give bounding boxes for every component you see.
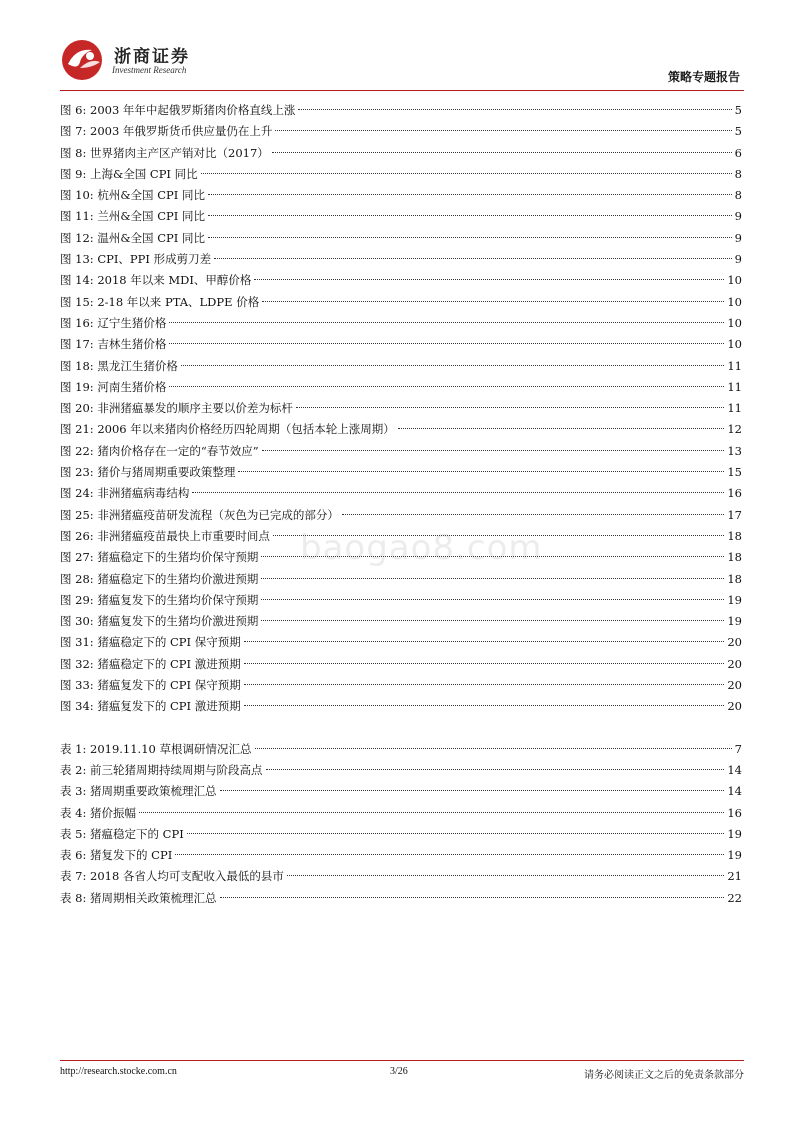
toc-entry-page: 11 xyxy=(727,379,742,394)
toc-entry-page: 10 xyxy=(727,315,742,330)
figure-list xyxy=(60,100,742,718)
figure-toc-entry[interactable] xyxy=(60,377,742,398)
toc-entry-label: 图 10: 杭州&全国 CPI 同比 xyxy=(60,188,205,203)
toc-entry-page: 14 xyxy=(727,762,742,777)
toc-entry-label: 图 29: 猪瘟复发下的生猪均价保守预期 xyxy=(60,592,259,607)
toc-entry-page: 11 xyxy=(727,358,742,373)
figure-toc-entry[interactable] xyxy=(60,228,742,249)
table-list xyxy=(60,739,742,909)
watermark: baogao8.com xyxy=(300,528,543,568)
toc-entry-label: 图 17: 吉林生猪价格 xyxy=(60,337,167,352)
toc-dot-leader xyxy=(254,279,724,280)
figure-toc-entry[interactable] xyxy=(60,334,742,355)
toc-dot-leader xyxy=(169,386,724,387)
toc-entry-page: 16 xyxy=(727,805,742,820)
toc-entry-page: 9 xyxy=(734,230,742,245)
toc-dot-leader xyxy=(342,514,725,515)
toc-entry-label: 图 26: 非洲猪瘟疫苗最快上市重要时间点 xyxy=(60,528,270,543)
toc-dot-leader xyxy=(262,450,725,451)
toc-dot-leader xyxy=(255,748,732,749)
figure-toc-entry[interactable] xyxy=(60,249,742,270)
toc-entry-page: 9 xyxy=(734,252,742,267)
figure-toc-entry[interactable] xyxy=(60,121,742,142)
toc-entry-label: 表 4: 猪价振幅 xyxy=(60,805,137,820)
toc-entry-page: 22 xyxy=(727,890,742,905)
figure-toc-entry[interactable] xyxy=(60,462,742,483)
toc-entry-label: 图 20: 非洲猪瘟暴发的顺序主要以价差为标杆 xyxy=(60,401,293,416)
toc-entry-label: 图 34: 猪瘟复发下的 CPI 激进预期 xyxy=(60,699,241,714)
toc-entry-label: 图 28: 猪瘟稳定下的生猪均价激进预期 xyxy=(60,571,259,586)
figure-toc-entry[interactable] xyxy=(60,143,742,164)
toc-dot-leader xyxy=(214,258,732,259)
report-header xyxy=(60,38,740,90)
toc-entry-label: 图 23: 猪价与猪周期重要政策整理 xyxy=(60,465,236,480)
toc-entry-label: 表 8: 猪周期相关政策梳理汇总 xyxy=(60,890,217,905)
toc-entry-page: 11 xyxy=(727,401,742,416)
toc-entry-label: 图 33: 猪瘟复发下的 CPI 保守预期 xyxy=(60,678,241,693)
toc-entry-page: 18 xyxy=(727,528,742,543)
toc-entry-page: 13 xyxy=(727,443,742,458)
toc-dot-leader xyxy=(201,173,732,174)
figure-toc-entry[interactable] xyxy=(60,185,742,206)
section-spacer xyxy=(60,718,742,739)
figure-toc-entry[interactable] xyxy=(60,483,742,504)
table-toc-entry[interactable] xyxy=(60,845,742,866)
table-toc-entry[interactable] xyxy=(60,760,742,781)
toc-entry-page: 5 xyxy=(734,103,742,117)
toc-entry-label: 图 30: 猪瘟复发下的生猪均价激进预期 xyxy=(60,614,259,629)
toc-dot-leader xyxy=(208,237,732,238)
toc-entry-page: 18 xyxy=(727,550,742,565)
toc-entry-label: 图 14: 2018 年以来 MDI、甲醇价格 xyxy=(60,273,252,288)
figure-toc-entry[interactable] xyxy=(60,441,742,462)
figure-toc-entry[interactable] xyxy=(60,164,742,185)
figure-toc-entry[interactable] xyxy=(60,398,742,419)
disclaimer-text: 请务必阅读正文之后的免责条款部分 xyxy=(584,1070,744,1081)
figure-toc-entry[interactable] xyxy=(60,590,742,611)
toc-dot-leader xyxy=(220,897,725,898)
toc-dot-leader xyxy=(266,769,725,770)
table-toc-entry[interactable] xyxy=(60,803,742,824)
toc-dot-leader xyxy=(287,875,724,876)
toc-entry-page: 21 xyxy=(727,869,742,884)
toc-dot-leader xyxy=(244,663,725,664)
toc-entry-label: 图 31: 猪瘟稳定下的 CPI 保守预期 xyxy=(60,635,241,650)
toc-entry-page: 20 xyxy=(727,635,742,650)
toc-dot-leader xyxy=(398,428,725,429)
toc-entry-label: 图 24: 非洲猪瘟病毒结构 xyxy=(60,486,190,501)
toc-entry-page: 15 xyxy=(727,465,742,480)
toc-dot-leader xyxy=(262,301,724,302)
page-number: 3/26 xyxy=(390,1066,408,1077)
toc-entry-label: 图 21: 2006 年以来猪肉价格经历四轮周期（包括本轮上涨周期） xyxy=(60,422,395,437)
brand-name-cn: 浙商证券 xyxy=(114,47,190,67)
toc-dot-leader xyxy=(192,492,724,493)
toc-dot-leader xyxy=(220,790,725,791)
table-of-contents xyxy=(60,100,742,909)
toc-entry-label: 图 16: 辽宁生猪价格 xyxy=(60,315,167,330)
toc-dot-leader xyxy=(238,471,724,472)
toc-dot-leader xyxy=(272,152,732,153)
toc-dot-leader xyxy=(187,833,725,834)
figure-toc-entry[interactable] xyxy=(60,632,742,653)
toc-entry-label: 表 2: 前三轮猪周期持续周期与阶段高点 xyxy=(60,762,263,777)
figure-toc-entry[interactable] xyxy=(60,611,742,632)
toc-entry-label: 图 13: CPI、PPI 形成剪刀差 xyxy=(60,252,212,267)
toc-dot-leader xyxy=(208,194,732,195)
toc-entry-page: 17 xyxy=(727,507,742,522)
toc-entry-page: 16 xyxy=(727,486,742,501)
toc-entry-label: 图 27: 猪瘟稳定下的生猪均价保守预期 xyxy=(60,550,259,565)
toc-entry-page: 8 xyxy=(734,188,742,203)
toc-entry-label: 图 9: 上海&全国 CPI 同比 xyxy=(60,166,198,181)
toc-dot-leader xyxy=(139,812,724,813)
toc-dot-leader xyxy=(261,578,724,579)
figure-toc-entry[interactable] xyxy=(60,696,742,717)
toc-entry-label: 图 22: 猪肉价格存在一定的“春节效应” xyxy=(60,443,259,458)
toc-entry-page: 18 xyxy=(727,571,742,586)
table-toc-entry[interactable] xyxy=(60,866,742,887)
table-toc-entry[interactable] xyxy=(60,739,742,760)
toc-entry-page: 19 xyxy=(727,848,742,863)
toc-entry-label: 表 6: 猪复发下的 CPI xyxy=(60,848,173,863)
toc-dot-leader xyxy=(244,705,725,706)
footer-divider xyxy=(60,1060,744,1061)
toc-entry-page: 9 xyxy=(734,209,742,224)
figure-toc-entry[interactable] xyxy=(60,356,742,377)
figure-toc-entry[interactable] xyxy=(60,675,742,696)
toc-entry-label: 图 11: 兰州&全国 CPI 同比 xyxy=(60,209,205,224)
toc-entry-page: 10 xyxy=(727,337,742,352)
toc-entry-label: 图 19: 河南生猪价格 xyxy=(60,379,167,394)
toc-entry-page: 20 xyxy=(727,699,742,714)
toc-dot-leader xyxy=(261,620,724,621)
figure-toc-entry[interactable] xyxy=(60,654,742,675)
figure-toc-entry[interactable] xyxy=(60,100,742,121)
toc-entry-page: 10 xyxy=(727,294,742,309)
toc-entry-page: 19 xyxy=(727,826,742,841)
toc-entry-label: 表 3: 猪周期重要政策梳理汇总 xyxy=(60,784,217,799)
table-toc-entry[interactable] xyxy=(60,888,742,909)
footer-url-link[interactable]: http://research.stocke.com.cn xyxy=(60,1066,177,1077)
toc-entry-page: 14 xyxy=(727,784,742,799)
toc-entry-page: 12 xyxy=(727,422,742,437)
toc-dot-leader xyxy=(169,322,724,323)
toc-entry-label: 图 25: 非洲猪瘟疫苗研发流程（灰色为已完成的部分） xyxy=(60,507,339,522)
report-type-label: 策略专题报告 xyxy=(667,70,740,84)
toc-dot-leader xyxy=(261,599,724,600)
toc-dot-leader xyxy=(208,215,732,216)
figure-toc-entry[interactable] xyxy=(60,505,742,526)
toc-dot-leader xyxy=(244,641,725,642)
table-toc-entry[interactable] xyxy=(60,781,742,802)
toc-dot-leader xyxy=(296,407,725,408)
toc-entry-label: 图 15: 2-18 年以来 PTA、LDPE 价格 xyxy=(60,294,260,309)
toc-entry-page: 19 xyxy=(727,592,742,607)
figure-toc-entry[interactable] xyxy=(60,206,742,227)
toc-entry-label: 表 7: 2018 各省人均可支配收入最低的县市 xyxy=(60,869,284,884)
toc-entry-label: 图 8: 世界猪肉主产区产销对比（2017） xyxy=(60,145,269,160)
toc-dot-leader xyxy=(275,130,731,131)
toc-entry-page: 10 xyxy=(727,273,742,288)
toc-entry-label: 图 12: 温州&全国 CPI 同比 xyxy=(60,230,205,245)
toc-entry-page: 8 xyxy=(734,166,742,181)
toc-entry-page: 20 xyxy=(727,656,742,671)
figure-toc-entry[interactable] xyxy=(60,569,742,590)
toc-dot-leader xyxy=(181,365,725,366)
figure-toc-entry[interactable] xyxy=(60,419,742,440)
figure-toc-entry[interactable] xyxy=(60,270,742,291)
toc-entry-page: 6 xyxy=(734,145,742,160)
toc-entry-label: 图 7: 2003 年俄罗斯货币供应量仍在上升 xyxy=(60,124,273,139)
toc-entry-label: 图 6: 2003 年年中起俄罗斯猪肉价格直线上涨 xyxy=(60,103,296,117)
toc-entry-label: 表 5: 猪瘟稳定下的 CPI xyxy=(60,826,184,841)
toc-entry-page: 5 xyxy=(734,124,742,139)
toc-entry-label: 图 32: 猪瘟稳定下的 CPI 激进预期 xyxy=(60,656,241,671)
company-logo xyxy=(60,38,220,84)
toc-entry-page: 20 xyxy=(727,678,742,693)
toc-entry-page: 19 xyxy=(727,614,742,629)
figure-toc-entry[interactable] xyxy=(60,313,742,334)
toc-dot-leader xyxy=(169,343,724,344)
figure-toc-entry[interactable] xyxy=(60,292,742,313)
toc-entry-label: 图 18: 黑龙江生猪价格 xyxy=(60,358,178,373)
toc-entry-page: 7 xyxy=(734,741,742,756)
table-toc-entry[interactable] xyxy=(60,824,742,845)
toc-dot-leader xyxy=(175,854,724,855)
toc-dot-leader xyxy=(244,684,725,685)
brand-name-en: Investment Research xyxy=(112,65,187,75)
toc-dot-leader xyxy=(298,109,731,110)
logo-emblem-icon xyxy=(60,38,106,82)
header-divider xyxy=(60,90,744,91)
toc-entry-label: 表 1: 2019.11.10 草根调研情况汇总 xyxy=(60,741,252,756)
